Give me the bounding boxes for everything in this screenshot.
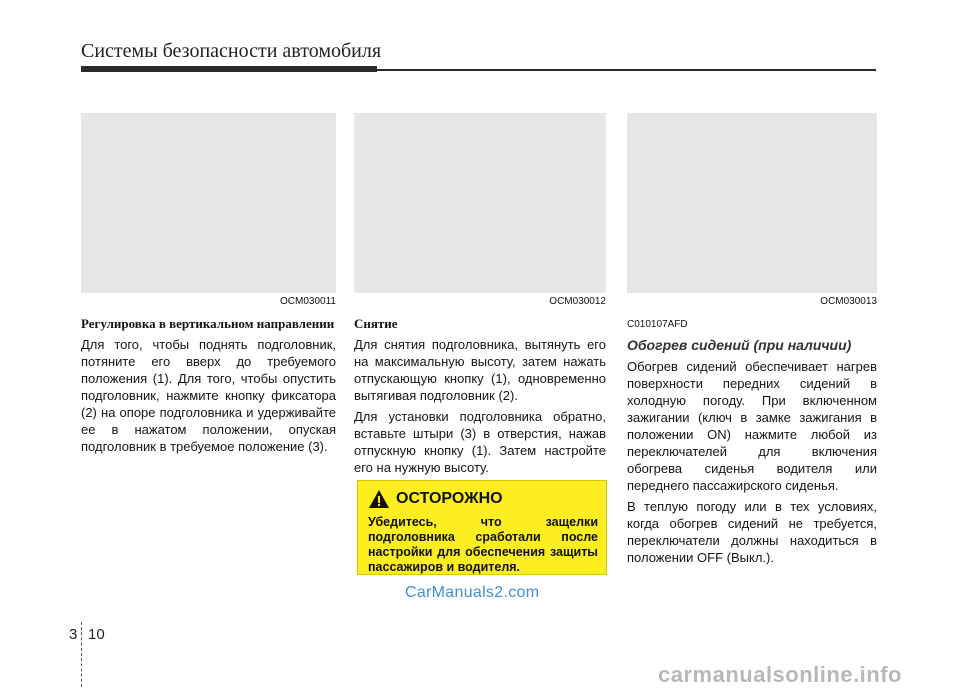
header-rule-accent <box>81 66 377 72</box>
figure-2-code: OCM030012 <box>549 296 606 307</box>
col1-heading: Регулировка в вертикальном направлении <box>81 316 335 331</box>
site-watermark: carmanualsonline.info <box>658 662 902 687</box>
figure-2-placeholder <box>354 113 606 293</box>
col3-paragraph-1: Обогрев сидений обеспечивает нагрев поверхности передних сидений в холодную погоду. При включенном зажигании (ключ в замке зажигания в положении ON) нажмите любой из переключателей для включения обогрева сиденья водителя или переднего пассажирского сиденья. <box>627 359 877 493</box>
warning-title: ОСТОРОЖНО <box>396 490 503 507</box>
col1-body: Для того, чтобы поднять подголовник, потяните его вверх до требуемого положения (1). Для того, чтобы опустить подголовник, нажмите кнопку фиксатора (2) на опоре подголовника и удерживайте ее в нажатом положении, опуская подголовник в требуемое положение (3). <box>81 337 336 454</box>
figure-1-code: OCM030011 <box>280 296 336 307</box>
footer-divider <box>81 622 83 687</box>
figure-3-placeholder <box>627 113 877 293</box>
column-1 <box>81 316 336 459</box>
watermark-link[interactable]: CarManuals2.com <box>405 584 540 601</box>
col3-paragraph-2: В теплую погоду или в тех условиях, когда обогрев сидений не требуется, переключатели должны находиться в положении OFF (Выкл.). <box>627 499 877 565</box>
col3-section-code: C010107AFD <box>627 319 688 330</box>
warning-text: Убедитесь, что защелки подголовника сработали после настройки для обеспечения защиты пассажиров и водителя. <box>368 515 598 574</box>
col2-heading: Снятие <box>354 316 398 331</box>
page-section-number: 3 <box>69 626 78 643</box>
page-number: 10 <box>88 626 105 643</box>
warning-title-row <box>368 489 598 509</box>
figure-3-code: OCM030013 <box>820 296 877 307</box>
warning-box <box>357 480 607 575</box>
figure-1-placeholder <box>81 113 336 293</box>
column-3 <box>627 316 877 570</box>
col2-paragraph-2: Для установки подголовника обратно, вставьте штыри (3) в отверстия, нажав отпускную кнопку (1). Затем настройте его на нужную высоту. <box>354 409 606 475</box>
warning-triangle-icon <box>368 489 390 509</box>
col3-heading: Обогрев сидений (при наличии) <box>627 337 852 353</box>
column-2 <box>354 316 606 480</box>
page-header-title: Системы безопасности автомобиля <box>81 40 382 62</box>
col2-paragraph-1: Для снятия подголовника, вытянуть его на максимальную высоту, затем нажать отпускающую кнопку (1), одновременно вытягивая подголовник (2). <box>354 337 606 403</box>
